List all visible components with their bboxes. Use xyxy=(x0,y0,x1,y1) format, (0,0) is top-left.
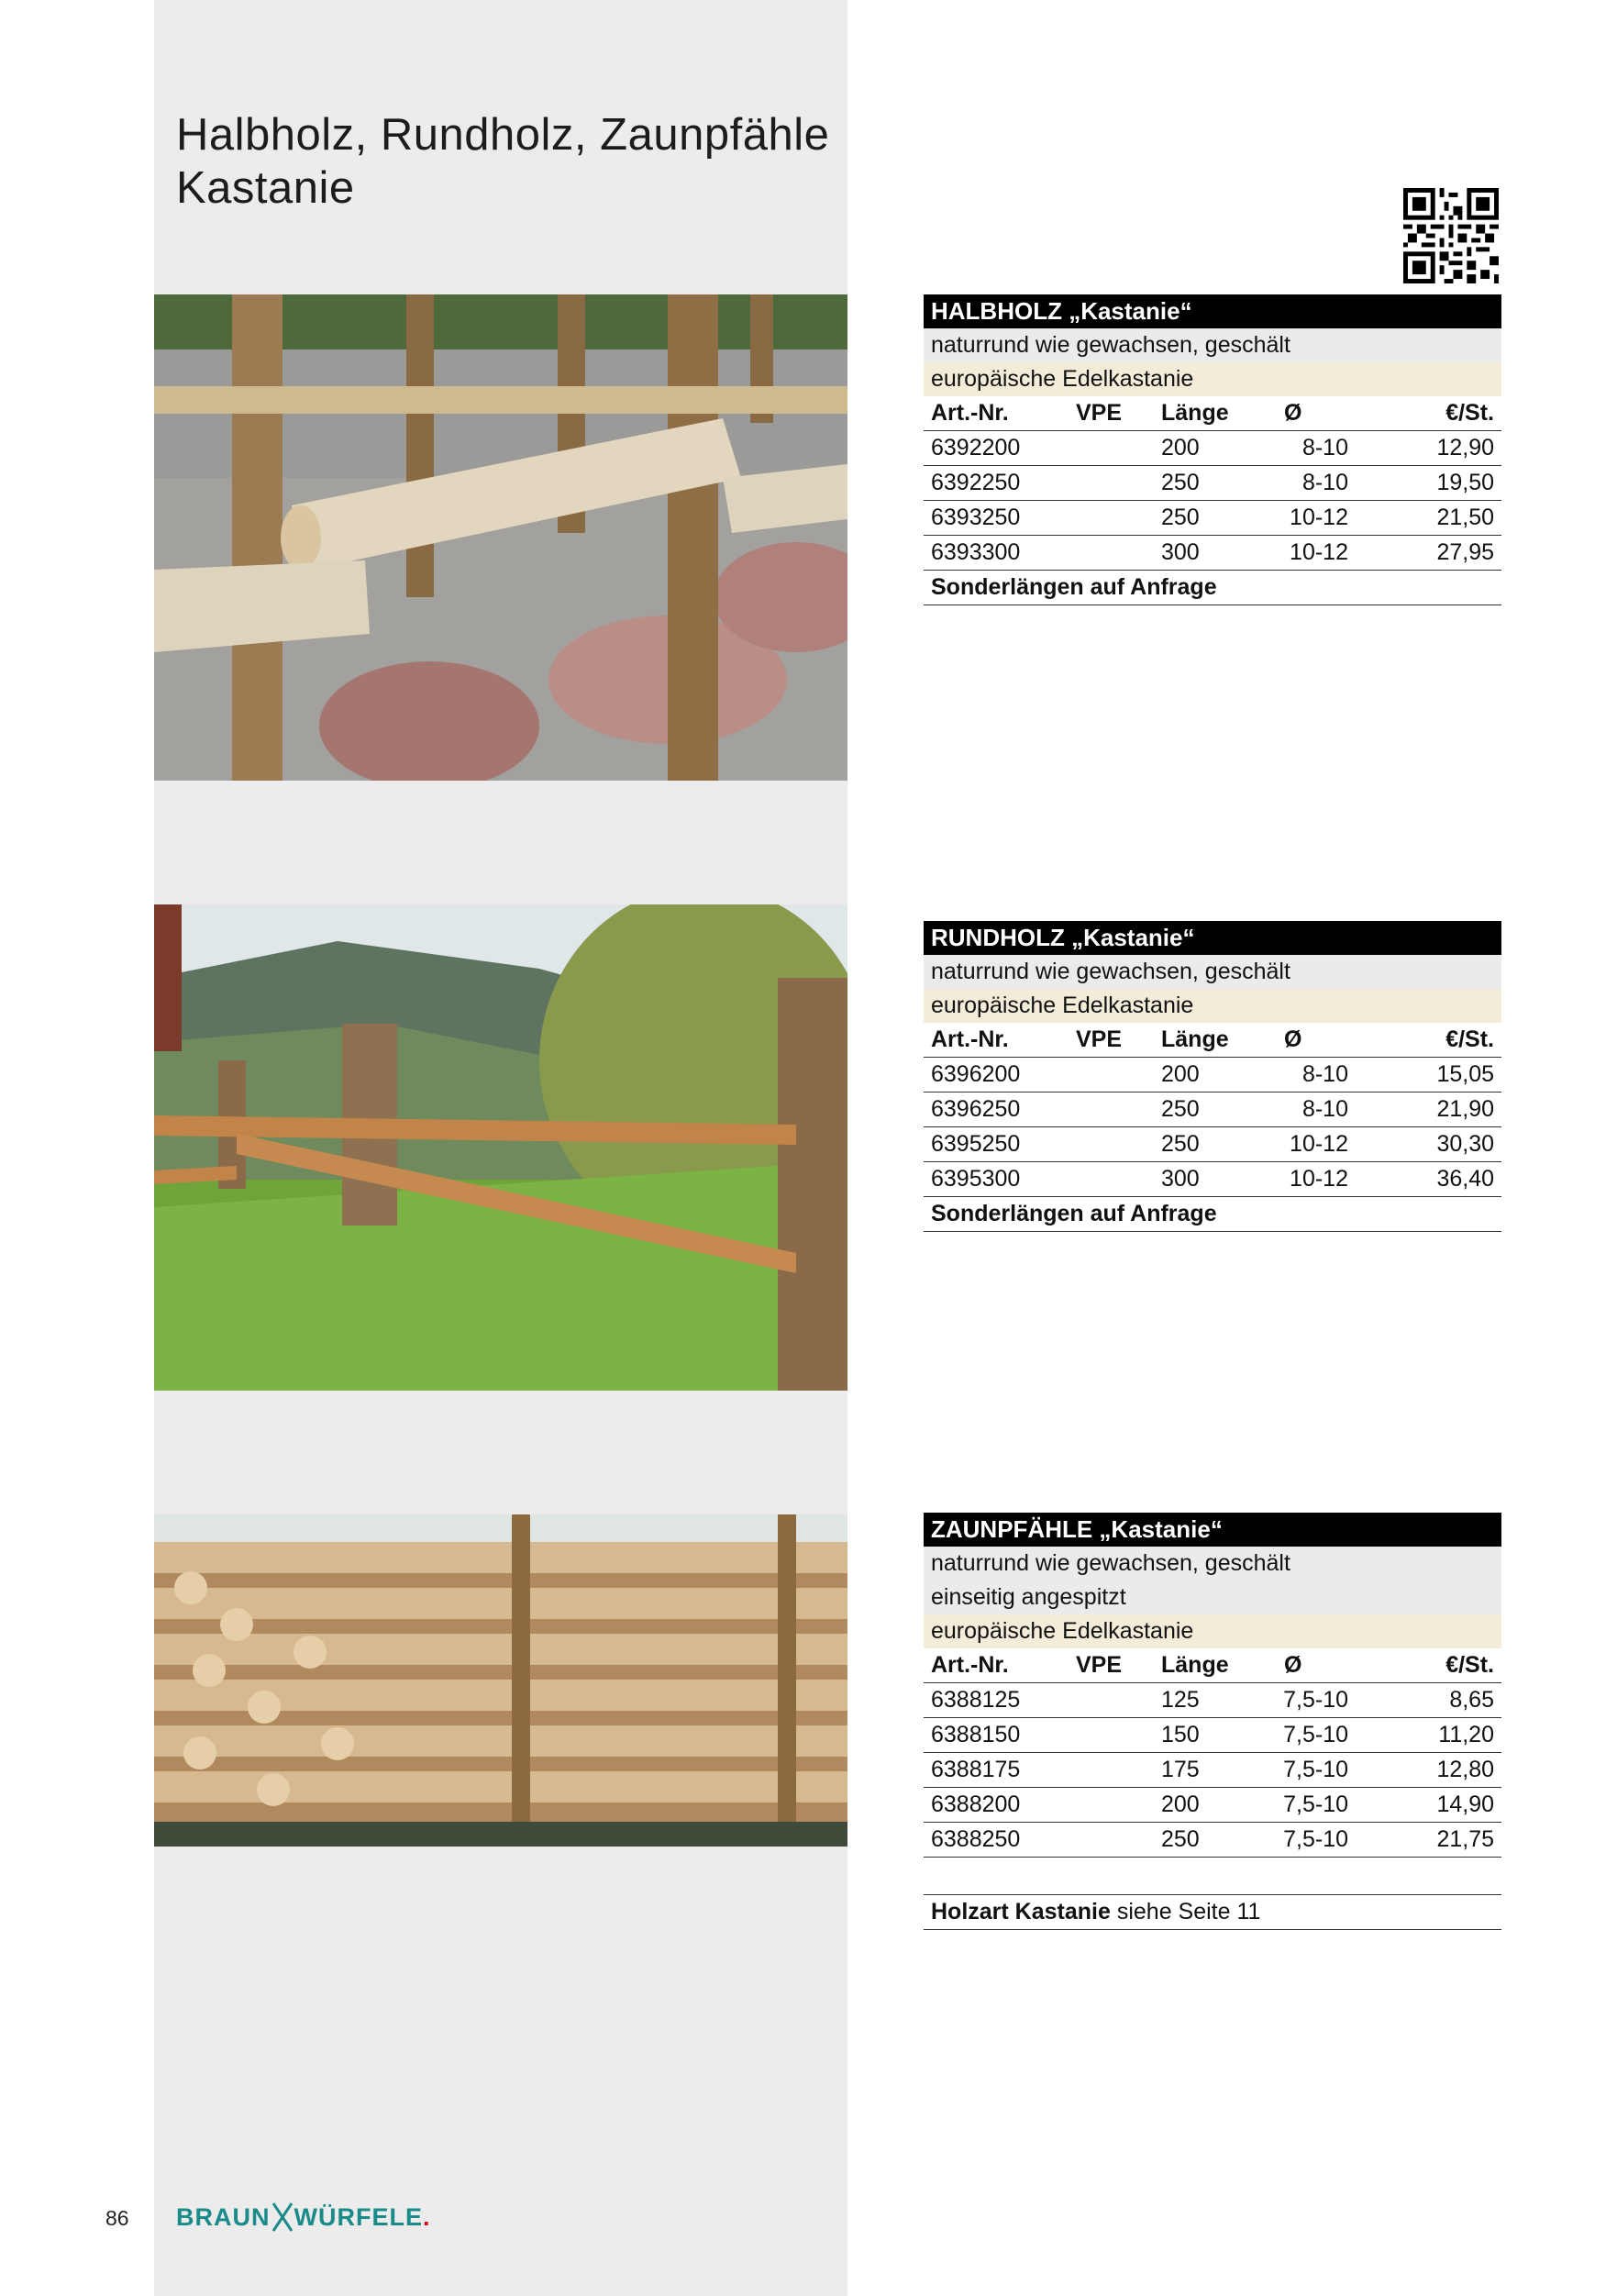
wood-type-footnote xyxy=(924,1894,1501,1930)
laenge: 200 xyxy=(1161,1791,1200,1817)
durchmesser: 8-10 xyxy=(1301,470,1348,495)
laenge: 150 xyxy=(1161,1722,1200,1747)
art-nr: 6393300 xyxy=(931,539,1021,565)
durchmesser: 7,5-10 xyxy=(1283,1826,1348,1852)
preis: 12,90 xyxy=(1436,435,1494,460)
table-row xyxy=(924,1823,1501,1858)
durchmesser: 7,5-10 xyxy=(1283,1757,1348,1782)
art-nr: 6395300 xyxy=(931,1166,1021,1192)
zaunpfaehle-desc-2: einseitig angespitzt xyxy=(924,1581,1501,1614)
art-nr: 6388125 xyxy=(931,1687,1021,1713)
page-title xyxy=(176,108,829,215)
preis: 12,80 xyxy=(1436,1757,1494,1782)
halbholz-table xyxy=(924,294,1501,605)
laenge: 250 xyxy=(1161,470,1200,495)
col-dia: Ø xyxy=(1284,1026,1302,1052)
rundholz-desc-2: europäische Edelkastanie xyxy=(924,989,1501,1023)
durchmesser: 8-10 xyxy=(1301,1061,1348,1087)
logo-dot: . xyxy=(422,2202,431,2231)
col-art: Art.-Nr. xyxy=(931,1652,1009,1678)
durchmesser: 8-10 xyxy=(1301,435,1348,460)
col-dia: Ø xyxy=(1284,400,1302,426)
laenge: 300 xyxy=(1161,539,1200,565)
durchmesser: 10-12 xyxy=(1290,1131,1348,1157)
preis: 30,30 xyxy=(1436,1131,1494,1157)
footnote-text: siehe Seite 11 xyxy=(1110,1899,1261,1924)
table-row xyxy=(924,536,1501,571)
zaunpfaehle-table xyxy=(924,1513,1501,1858)
durchmesser: 10-12 xyxy=(1290,539,1348,565)
preis: 21,90 xyxy=(1436,1096,1494,1122)
art-nr: 6393250 xyxy=(931,505,1021,530)
col-vpe: VPE xyxy=(1076,1026,1123,1052)
table-row xyxy=(924,1162,1501,1197)
art-nr: 6388150 xyxy=(931,1722,1021,1747)
preis: 8,65 xyxy=(1449,1687,1494,1713)
col-len: Länge xyxy=(1161,1652,1229,1678)
preis: 15,05 xyxy=(1436,1061,1494,1087)
logo-cross-icon xyxy=(271,2202,294,2233)
art-nr: 6392250 xyxy=(931,470,1021,495)
art-nr: 6396200 xyxy=(931,1061,1021,1087)
table-row xyxy=(924,1058,1501,1093)
durchmesser: 10-12 xyxy=(1290,1166,1348,1192)
art-nr: 6395250 xyxy=(931,1131,1021,1157)
halbholz-photo xyxy=(154,294,847,781)
laenge: 200 xyxy=(1161,1061,1200,1087)
col-price: €/St. xyxy=(1445,1026,1494,1052)
art-nr: 6396250 xyxy=(931,1096,1021,1122)
durchmesser: 7,5-10 xyxy=(1283,1791,1348,1817)
halbholz-note: Sonderlängen auf Anfrage xyxy=(924,571,1501,605)
braun-wuerfele-logo xyxy=(176,2199,431,2235)
col-len: Länge xyxy=(1161,400,1229,426)
laenge: 200 xyxy=(1161,435,1200,460)
rundholz-note: Sonderlängen auf Anfrage xyxy=(924,1197,1501,1232)
col-vpe: VPE xyxy=(1076,1652,1123,1678)
rundholz-column-headers xyxy=(924,1023,1501,1058)
col-art: Art.-Nr. xyxy=(931,1026,1009,1052)
art-nr: 6388250 xyxy=(931,1826,1021,1852)
logo-part1: BRAUN xyxy=(176,2202,271,2231)
table-row xyxy=(924,1127,1501,1162)
preis: 19,50 xyxy=(1436,470,1494,495)
durchmesser: 7,5-10 xyxy=(1283,1722,1348,1747)
durchmesser: 10-12 xyxy=(1290,505,1348,530)
rundholz-desc-1: naturrund wie gewachsen, geschält xyxy=(924,955,1501,989)
laenge: 250 xyxy=(1161,505,1200,530)
preis: 27,95 xyxy=(1436,539,1494,565)
table-row xyxy=(924,1788,1501,1823)
durchmesser: 7,5-10 xyxy=(1283,1687,1348,1713)
art-nr: 6392200 xyxy=(931,435,1021,460)
rundholz-photo xyxy=(154,904,847,1391)
table-row xyxy=(924,466,1501,501)
page-title-line2: Kastanie xyxy=(176,163,355,213)
rundholz-table xyxy=(924,921,1501,1232)
art-nr: 6388200 xyxy=(931,1791,1021,1817)
laenge: 300 xyxy=(1161,1166,1200,1192)
col-art: Art.-Nr. xyxy=(931,400,1009,426)
table-row xyxy=(924,1093,1501,1127)
footnote-bold: Holzart Kastanie xyxy=(931,1899,1111,1924)
zaunpfaehle-photo xyxy=(154,1514,847,1847)
rundholz-header: RUNDHOLZ „Kastanie“ xyxy=(924,921,1501,955)
logo-part2: WÜRFELE xyxy=(293,2202,423,2231)
halbholz-column-headers xyxy=(924,396,1501,431)
laenge: 250 xyxy=(1161,1096,1200,1122)
laenge: 250 xyxy=(1161,1131,1200,1157)
preis: 21,75 xyxy=(1436,1826,1494,1852)
table-row xyxy=(924,1718,1501,1753)
zaunpfaehle-column-headers xyxy=(924,1648,1501,1683)
preis: 21,50 xyxy=(1436,505,1494,530)
page-number: 86 xyxy=(105,2206,129,2230)
art-nr: 6388175 xyxy=(931,1757,1021,1782)
col-dia: Ø xyxy=(1284,1652,1302,1678)
table-row xyxy=(924,431,1501,466)
preis: 36,40 xyxy=(1436,1166,1494,1192)
laenge: 125 xyxy=(1161,1687,1200,1713)
preis: 11,20 xyxy=(1438,1722,1494,1747)
laenge: 175 xyxy=(1161,1757,1200,1782)
table-row xyxy=(924,1683,1501,1718)
page-title-line1: Halbholz, Rundholz, Zaunpfähle xyxy=(176,110,830,160)
table-row xyxy=(924,1753,1501,1788)
halbholz-desc-1: naturrund wie gewachsen, geschält xyxy=(924,328,1501,362)
halbholz-header: HALBHOLZ „Kastanie“ xyxy=(924,294,1501,328)
table-row xyxy=(924,501,1501,536)
durchmesser: 8-10 xyxy=(1301,1096,1348,1122)
zaunpfaehle-desc-1: naturrund wie gewachsen, geschält xyxy=(924,1547,1501,1581)
laenge: 250 xyxy=(1161,1826,1200,1852)
zaunpfaehle-header: ZAUNPFÄHLE „Kastanie“ xyxy=(924,1513,1501,1547)
col-vpe: VPE xyxy=(1076,400,1123,426)
preis: 14,90 xyxy=(1436,1791,1494,1817)
halbholz-desc-2: europäische Edelkastanie xyxy=(924,362,1501,396)
zaunpfaehle-desc-3: europäische Edelkastanie xyxy=(924,1614,1501,1648)
qr-code-icon xyxy=(1403,188,1499,283)
col-price: €/St. xyxy=(1445,1652,1494,1678)
col-len: Länge xyxy=(1161,1026,1229,1052)
col-price: €/St. xyxy=(1445,400,1494,426)
